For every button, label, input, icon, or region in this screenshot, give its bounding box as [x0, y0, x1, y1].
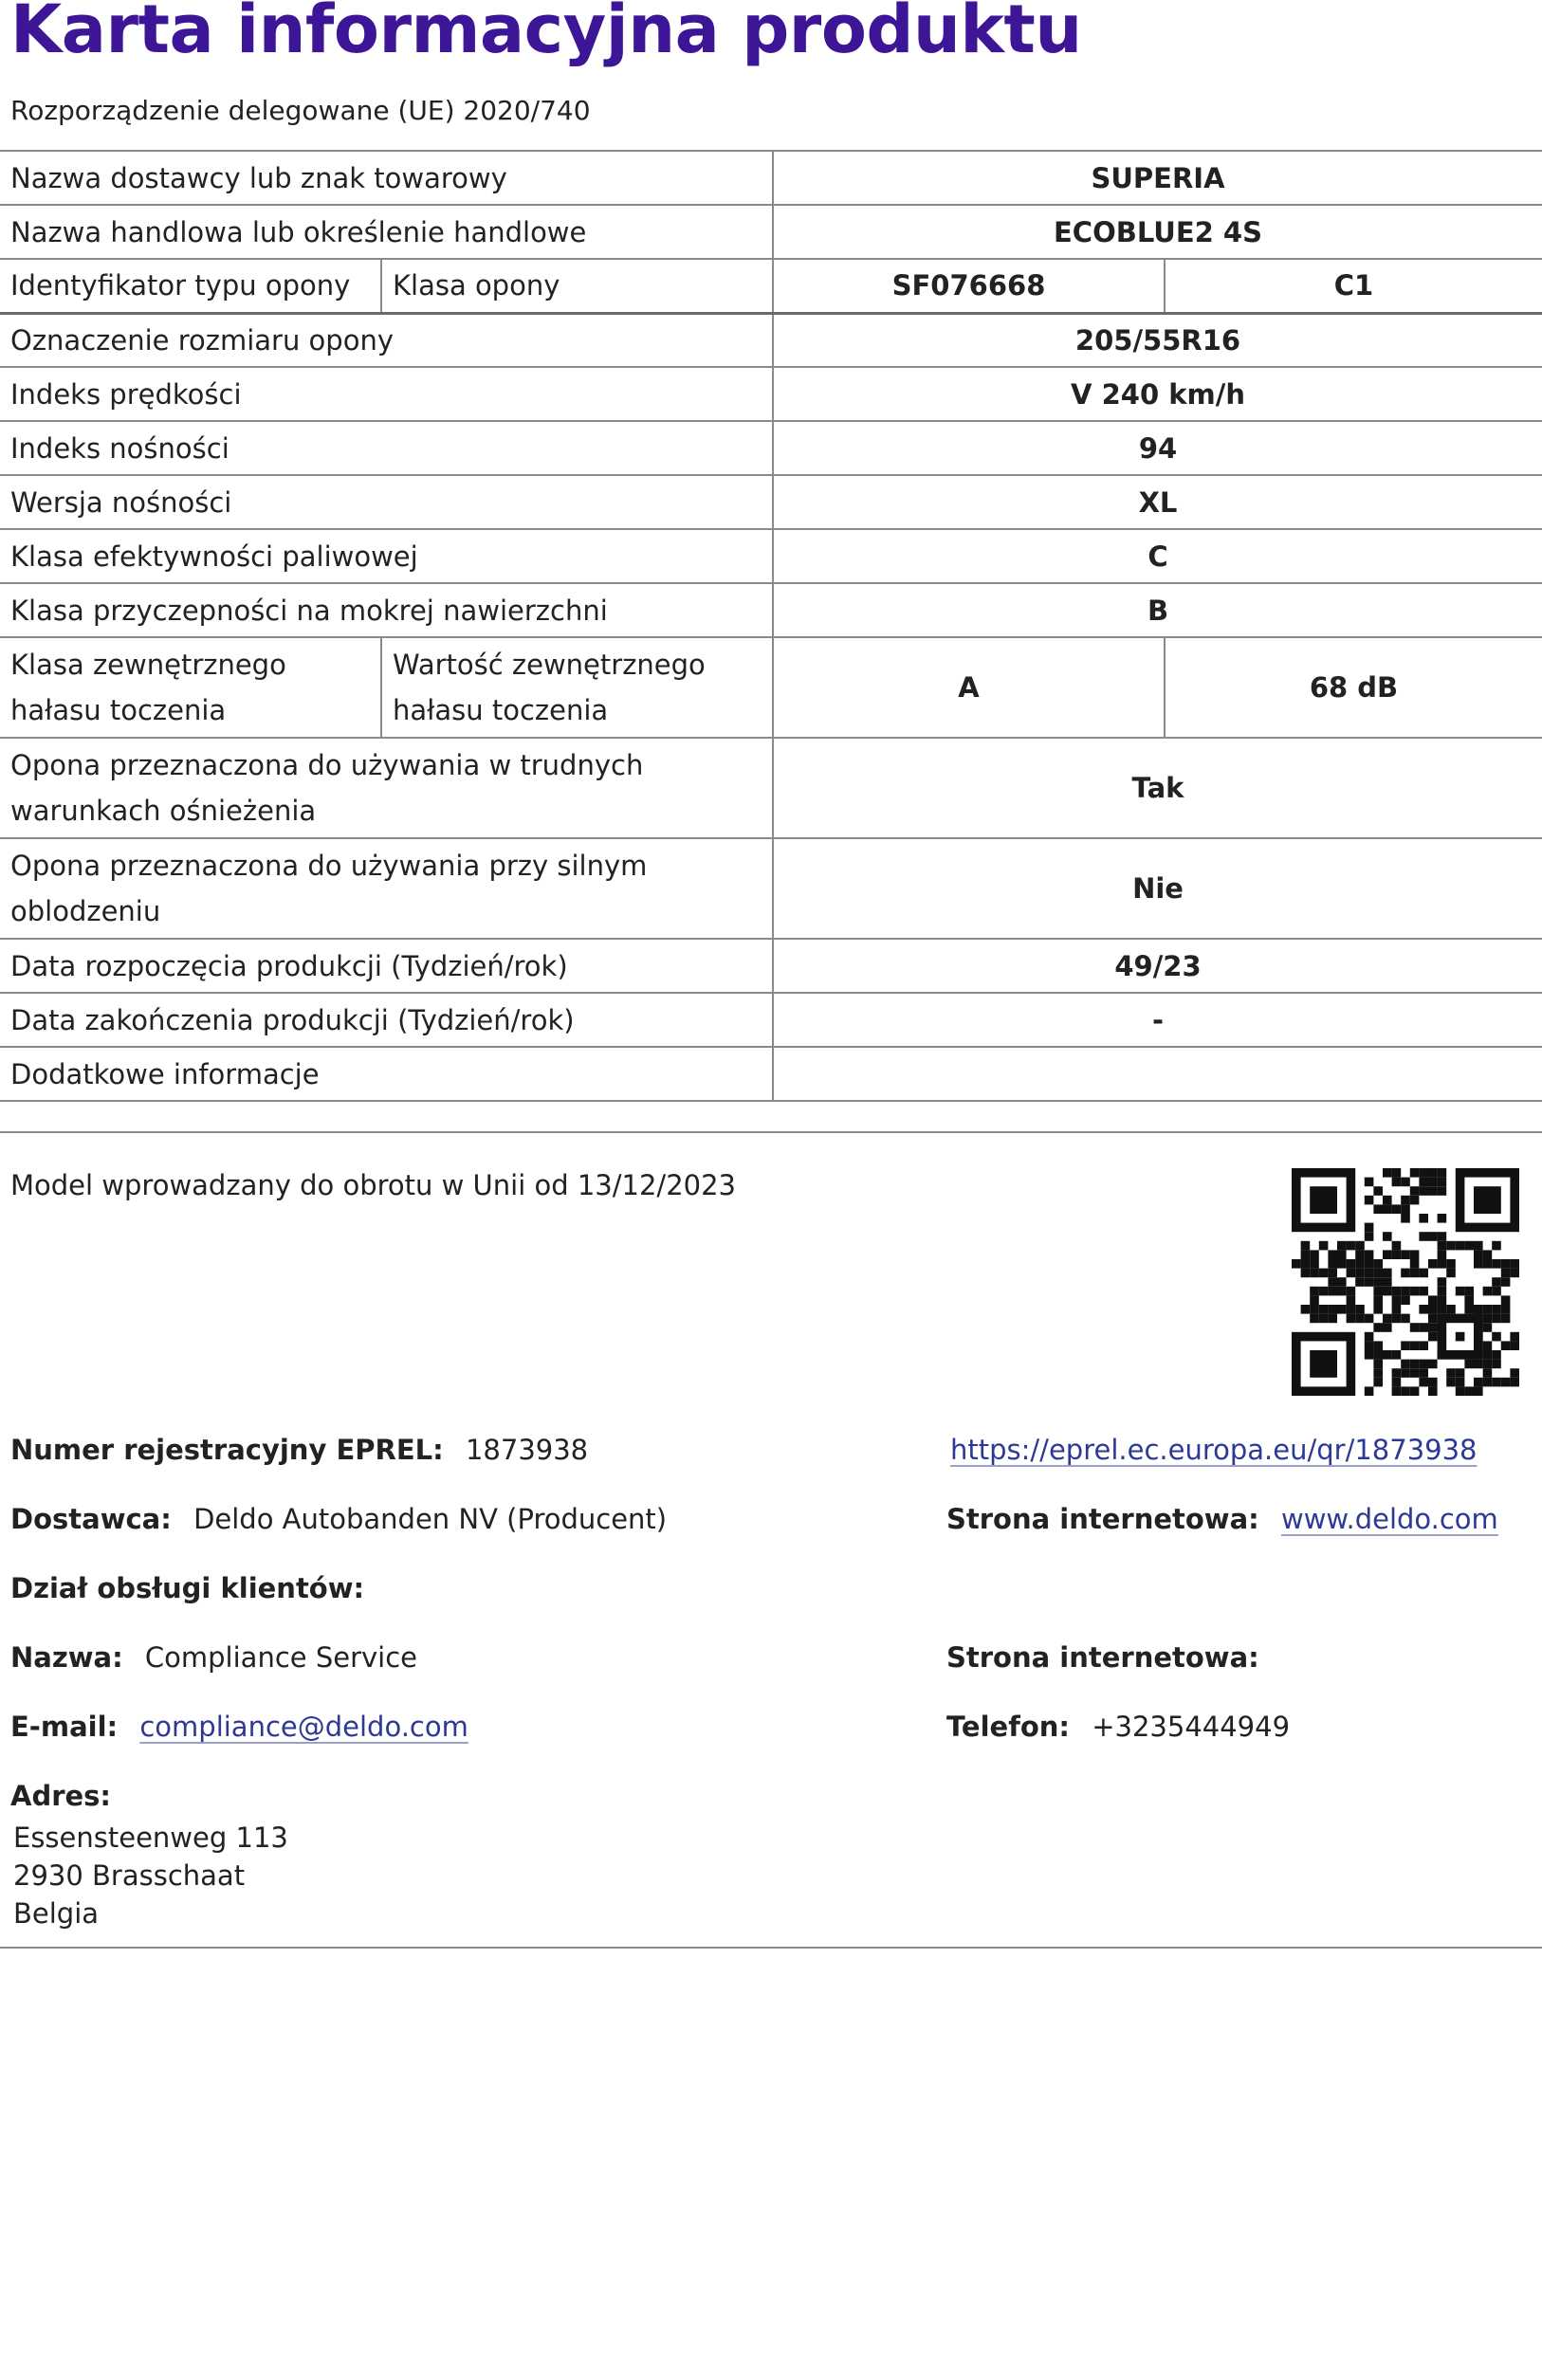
row-value: ECOBLUE2 4S — [773, 205, 1542, 259]
section-divider — [0, 1947, 1542, 1949]
table-row — [0, 1047, 1542, 1101]
row-label: Indeks prędkości — [0, 367, 773, 421]
supplier-label: Dostawca: — [10, 1503, 172, 1535]
row-value: C — [773, 529, 1542, 583]
supplier-website-link[interactable]: www.deldo.com — [1280, 1503, 1498, 1535]
product-spec-table — [0, 150, 1542, 1102]
row-value-secondary: 68 dB — [1165, 637, 1542, 738]
row-value: Nie — [773, 838, 1542, 939]
eprel-number: 1873938 — [465, 1434, 589, 1466]
row-label: Data rozpoczęcia produkcji (Tydzień/rok) — [0, 939, 773, 993]
row-label: Opona przeznaczona do używania w trudnych warunkach ośnieżenia — [0, 738, 773, 838]
row-label: Klasa przyczepności na mokrej nawierzchni — [0, 583, 773, 637]
address-line: Essensteenweg 113 — [13, 1822, 288, 1854]
row-value: - — [773, 993, 1542, 1047]
table-row — [0, 205, 1542, 259]
row-label: Klasa efektywności paliwowej — [0, 529, 773, 583]
row-label: Identyfikator typu opony — [0, 259, 381, 313]
supplier-row — [10, 1502, 667, 1536]
table-row — [0, 637, 1542, 738]
row-label: Nazwa dostawcy lub znak towarowy — [0, 151, 773, 205]
row-label: Klasa zewnętrznego hałasu toczenia — [0, 637, 381, 738]
service-phone-label: Telefon: — [946, 1711, 1070, 1743]
row-label-secondary: Klasa opony — [381, 259, 773, 313]
supplier-website-row — [946, 1502, 1498, 1536]
table-row — [0, 738, 1542, 838]
table-row — [0, 838, 1542, 939]
row-value: Tak — [773, 738, 1542, 838]
row-value: 94 — [773, 421, 1542, 475]
row-label: Oznaczenie rozmiaru opony — [0, 313, 773, 367]
row-label: Opona przeznaczona do używania przy silnym oblodzeniu — [0, 838, 773, 939]
supplier-website-label: Strona internetowa: — [946, 1503, 1259, 1535]
section-divider — [0, 1131, 1542, 1133]
row-value: SF076668 — [773, 259, 1165, 313]
service-name-label: Nazwa: — [10, 1641, 123, 1674]
service-name-row — [10, 1640, 417, 1675]
row-value: SUPERIA — [773, 151, 1542, 205]
address-line: Belgia — [13, 1897, 100, 1930]
service-phone-value: +3235444949 — [1092, 1711, 1291, 1743]
table-row — [0, 421, 1542, 475]
service-website-label: Strona internetowa: — [946, 1641, 1259, 1674]
table-row — [0, 993, 1542, 1047]
model-release-note: Model wprowadzany do obrotu w Unii od 13/12/2023 — [10, 1169, 737, 1201]
row-label: Wersja nośności — [0, 475, 773, 529]
address-label: Adres: — [10, 1780, 112, 1812]
table-row — [0, 151, 1542, 205]
address-block — [13, 1819, 288, 1932]
row-label: Nazwa handlowa lub określenie handlowe — [0, 205, 773, 259]
page-title: Karta informacyjna produktu — [10, 0, 1082, 68]
table-row — [0, 583, 1542, 637]
service-email-link[interactable]: compliance@deldo.com — [139, 1711, 468, 1743]
row-label-secondary: Wartość zewnętrznego hałasu toczenia — [381, 637, 773, 738]
row-value — [773, 1047, 1542, 1101]
qr-code-icon — [1292, 1168, 1519, 1396]
table-row — [0, 259, 1542, 313]
table-row — [0, 313, 1542, 367]
supplier-name: Deldo Autobanden NV (Producent) — [193, 1503, 668, 1535]
customer-service-heading: Dział obsługi klientów: — [10, 1572, 365, 1604]
row-value: 205/55R16 — [773, 313, 1542, 367]
eprel-link[interactable]: https://eprel.ec.europa.eu/qr/1873938 — [950, 1434, 1478, 1466]
table-row — [0, 529, 1542, 583]
row-label: Indeks nośności — [0, 421, 773, 475]
row-value: 49/23 — [773, 939, 1542, 993]
service-name-value: Compliance Service — [144, 1641, 418, 1674]
table-row — [0, 475, 1542, 529]
service-email-row — [10, 1710, 468, 1744]
row-value: XL — [773, 475, 1542, 529]
address-line: 2930 Brasschaat — [13, 1859, 246, 1892]
table-row — [0, 939, 1542, 993]
row-label: Data zakończenia produkcji (Tydzień/rok) — [0, 993, 773, 1047]
row-label: Dodatkowe informacje — [0, 1047, 773, 1101]
table-row — [0, 367, 1542, 421]
row-value-secondary: C1 — [1165, 259, 1542, 313]
regulation-subtitle: Rozporządzenie delegowane (UE) 2020/740 — [10, 95, 591, 126]
row-value: V 240 km/h — [773, 367, 1542, 421]
service-email-label: E-mail: — [10, 1711, 119, 1743]
eprel-row — [10, 1433, 588, 1467]
eprel-label: Numer rejestracyjny EPREL: — [10, 1434, 444, 1466]
service-phone-row — [946, 1710, 1290, 1744]
row-value: A — [773, 637, 1165, 738]
row-value: B — [773, 583, 1542, 637]
